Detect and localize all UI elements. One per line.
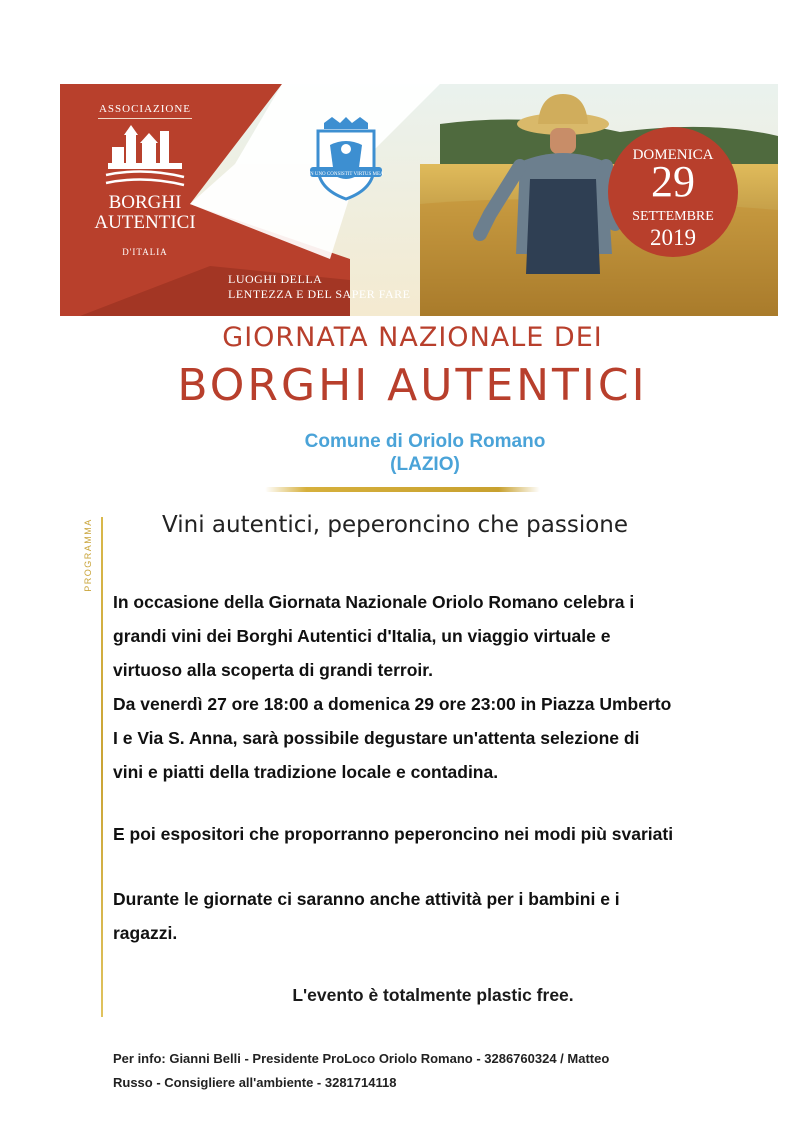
association-divider — [98, 118, 192, 119]
program-paragraph-3 — [113, 882, 753, 950]
association-name — [70, 193, 220, 233]
contact-line: Per info: Gianni Belli - Presidente ProLoco Oriolo Romano - 3286760324 / Matteo — [113, 1051, 610, 1066]
plastic-free-note: L'evento è totalmente plastic free. — [292, 985, 574, 1005]
association-name-line-1: BORGHI — [108, 192, 182, 213]
program-paragraph-1 — [113, 585, 753, 789]
program-side-label: PROGRAMMA — [83, 518, 93, 592]
paragraph-line: virtuoso alla scoperta di grandi terroir. — [113, 660, 433, 680]
association-name-line-2: AUTENTICI — [94, 212, 196, 233]
association-country: D'ITALIA — [122, 247, 168, 257]
date-month: SETTEMBRE — [632, 209, 714, 224]
program-side-rule — [101, 517, 103, 1017]
paragraph-line: ragazzi. — [113, 923, 178, 943]
village-logo-icon — [104, 123, 186, 191]
comune-name: Comune di Oriolo Romano — [304, 431, 546, 452]
date-badge — [608, 127, 738, 257]
comune-label — [220, 430, 630, 476]
crest-motto: IN UNO CONSISTIT VIRTUS MEA — [308, 172, 384, 177]
slogan-line-1: LUOGHI DELLA — [228, 272, 323, 286]
contact-line: Russo - Consigliere all'ambiente - 3281714118 — [113, 1075, 397, 1090]
slogan — [228, 272, 458, 302]
association-label: ASSOCIAZIONE — [98, 103, 192, 115]
paragraph-line: In occasione della Giornata Nazionale Oriolo Romano celebra i — [113, 592, 635, 612]
slogan-line-2: LENTEZZA E DEL SAPER FARE — [228, 287, 411, 301]
date-year: 2019 — [650, 225, 696, 250]
paragraph-line: Durante le giornate ci saranno anche attività per i bambini e i — [113, 889, 620, 909]
comune-region: (LAZIO) — [390, 454, 460, 475]
gold-divider — [265, 487, 540, 492]
paragraph-line: grandi vini dei Borghi Autentici d'Italia, un viaggio virtuale e — [113, 626, 611, 646]
municipal-crest-icon — [300, 115, 392, 205]
paragraph-line: vini e piatti della tradizione locale e contadina. — [113, 762, 499, 782]
headline-line-1: GIORNATA NAZIONALE DEI — [222, 322, 603, 353]
program-paragraph-2: E poi espositori che proporranno peperoncino nei modi più svariati — [113, 824, 674, 844]
paragraph-line: Da venerdì 27 ore 18:00 a domenica 29 ore 23:00 in Piazza Umberto — [113, 694, 672, 714]
paragraph-line: I e Via S. Anna, sarà possibile degustare un'attenta selezione di — [113, 728, 640, 748]
headline-line-2: BORGHI AUTENTICI — [177, 360, 648, 411]
contact-info — [113, 1047, 753, 1095]
date-weekday: DOMENICA — [632, 147, 714, 163]
program-subtitle: Vini autentici, peperoncino che passione — [162, 512, 629, 538]
date-day-number: 29 — [651, 157, 695, 206]
